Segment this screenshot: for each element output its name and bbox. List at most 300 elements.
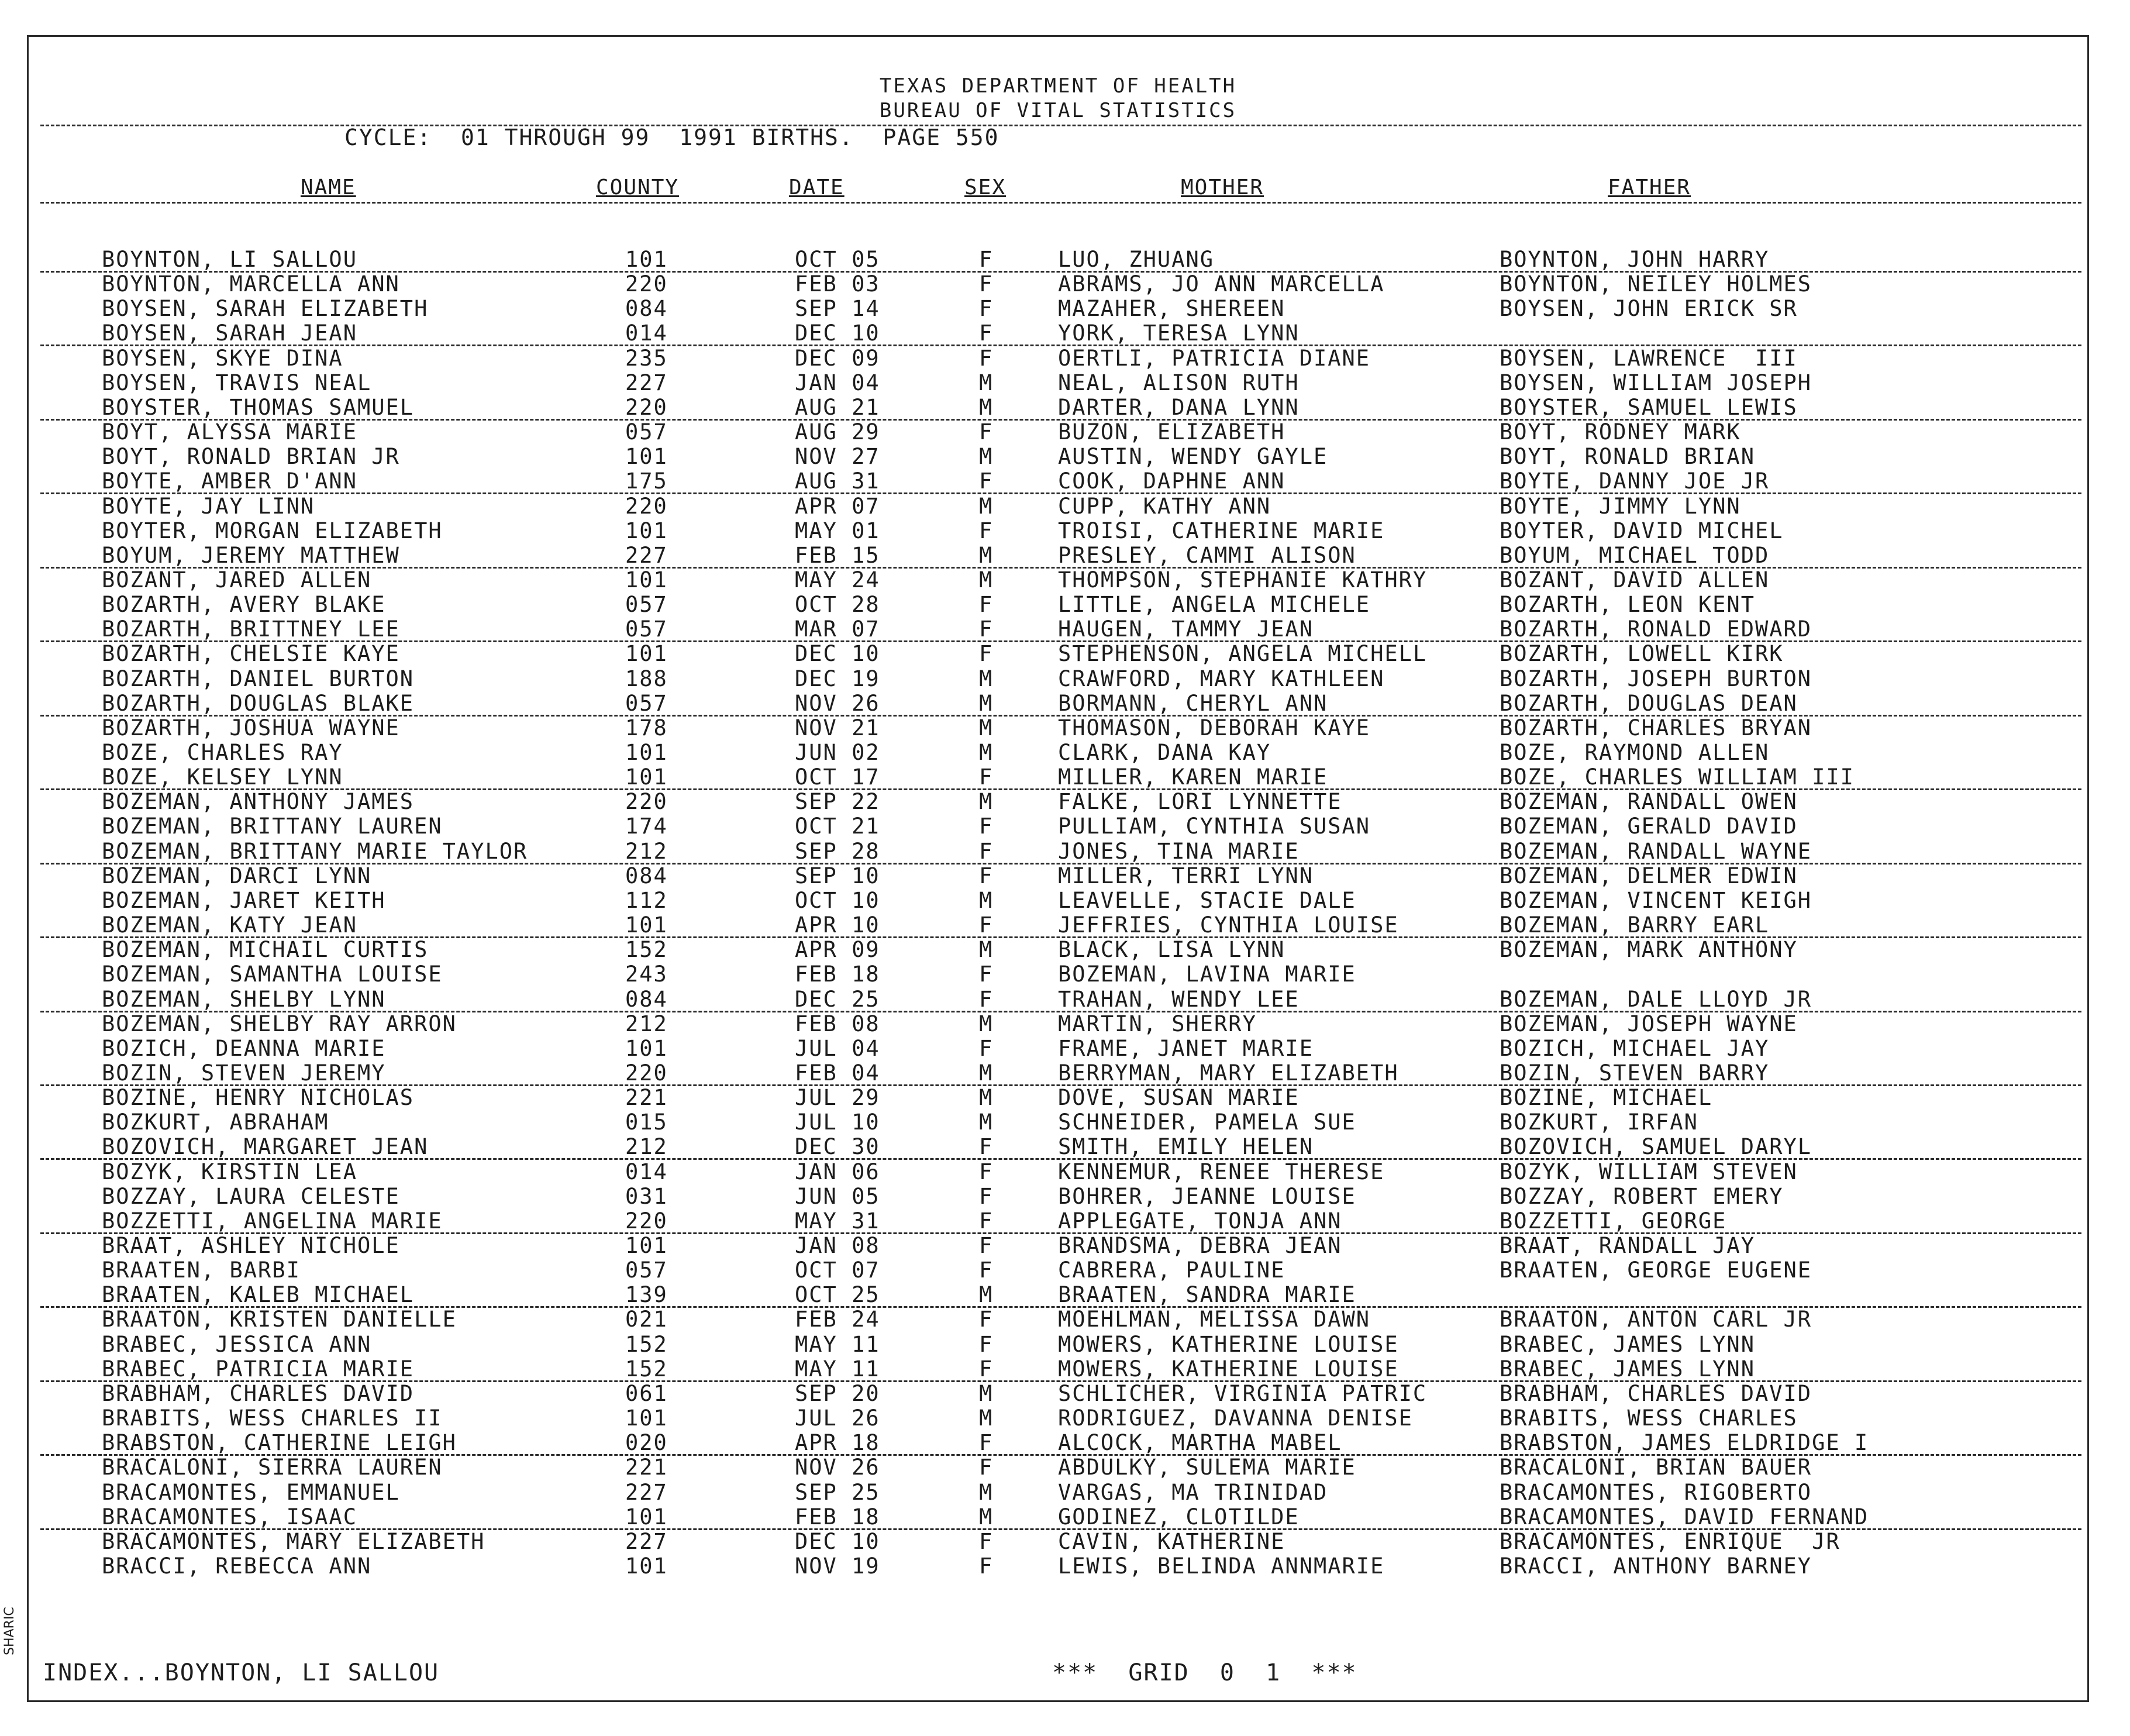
cell-county: 227: [625, 1528, 668, 1554]
cell-name: BRAATON, KRISTEN DANIELLE: [102, 1307, 457, 1332]
cell-mother: RODRIGUEZ, DAVANNA DENISE: [1058, 1406, 1413, 1431]
cell-date: APR 09: [795, 937, 880, 963]
cell-county: 227: [625, 1479, 668, 1505]
cell-county: 220: [625, 1208, 668, 1234]
cell-mother: ALCOCK, MARTHA MABEL: [1058, 1430, 1342, 1456]
cell-date: NOV 21: [795, 715, 880, 740]
cell-county: 061: [625, 1380, 668, 1406]
cell-name: BOZZAY, LAURA CELESTE: [102, 1183, 400, 1209]
cell-date: OCT 05: [795, 247, 880, 272]
cell-father: BOZARTH, JOSEPH BURTON: [1500, 666, 1812, 691]
table-row: [29, 1455, 2087, 1480]
cell-father: BRABEC, JAMES LYNN: [1500, 1356, 1755, 1382]
cell-name: BOZEMAN, SHELBY LYNN: [102, 986, 386, 1012]
table-row: [29, 913, 2087, 938]
cell-date: FEB 08: [795, 1011, 880, 1036]
cell-mother: AUSTIN, WENDY GAYLE: [1058, 444, 1328, 470]
cell-county: 101: [625, 1504, 668, 1530]
cell-mother: CAVIN, KATHERINE: [1058, 1528, 1285, 1554]
cell-father: BOZKURT, IRFAN: [1500, 1110, 1698, 1135]
cell-sex: F: [979, 962, 994, 987]
cell-mother: MOEHLMAN, MELISSA DAWN: [1058, 1307, 1371, 1332]
cell-county: 014: [625, 1159, 668, 1184]
cell-date: JAN 04: [795, 370, 880, 395]
cell-date: AUG 29: [795, 419, 880, 445]
cell-date: APR 18: [795, 1430, 880, 1456]
cell-father: BOYT, RODNEY MARK: [1500, 419, 1741, 445]
cell-date: DEC 30: [795, 1134, 880, 1160]
cell-county: 101: [625, 912, 668, 938]
cell-sex: F: [979, 838, 994, 864]
table-row: [29, 1480, 2087, 1505]
cell-name: BOZKURT, ABRAHAM: [102, 1110, 329, 1135]
cell-sex: F: [979, 469, 994, 494]
cell-county: 152: [625, 1331, 668, 1357]
cell-sex: F: [979, 616, 994, 642]
cell-date: DEC 25: [795, 986, 880, 1012]
cell-date: JUL 04: [795, 1035, 880, 1061]
cell-sex: M: [979, 1085, 994, 1111]
cell-date: SEP 14: [795, 296, 880, 322]
cell-mother: LEAVELLE, STACIE DALE: [1058, 887, 1356, 913]
cell-mother: FRAME, JANET MARIE: [1058, 1035, 1314, 1061]
cell-date: JUL 29: [795, 1085, 880, 1111]
cell-name: BRAAT, ASHLEY NICHOLE: [102, 1233, 400, 1258]
cell-date: JUL 10: [795, 1110, 880, 1135]
table-row: [29, 519, 2087, 543]
table-row: [29, 247, 2087, 272]
table-row: [29, 272, 2087, 297]
cell-mother: BOHRER, JEANNE LOUISE: [1058, 1183, 1356, 1209]
cell-county: 152: [625, 1356, 668, 1382]
table-row: [29, 1110, 2087, 1135]
cell-sex: F: [979, 1553, 994, 1579]
cell-sex: M: [979, 1060, 994, 1086]
table-row: [29, 568, 2087, 593]
cell-date: NOV 26: [795, 690, 880, 716]
cell-name: BOYSEN, SARAH ELIZABETH: [102, 296, 429, 322]
cell-sex: F: [979, 321, 994, 346]
cell-father: BOYTE, JIMMY LYNN: [1500, 493, 1741, 519]
cell-date: OCT 21: [795, 814, 880, 839]
cell-mother: ABRAMS, JO ANN MARCELLA: [1058, 271, 1385, 297]
cell-county: 227: [625, 542, 668, 568]
cell-county: 084: [625, 986, 668, 1012]
cell-father: BOZARTH, RONALD EDWARD: [1500, 616, 1812, 642]
cell-sex: M: [979, 740, 994, 765]
table-row: [29, 445, 2087, 469]
cell-sex: M: [979, 394, 994, 420]
cell-name: BOZARTH, JOSHUA WAYNE: [102, 715, 400, 740]
table-row: [29, 297, 2087, 321]
cell-father: BRACAMONTES, ENRIQUE JR: [1500, 1528, 1841, 1554]
cell-date: NOV 19: [795, 1553, 880, 1579]
cell-county: 057: [625, 419, 668, 445]
cell-date: FEB 03: [795, 271, 880, 297]
cell-sex: F: [979, 986, 994, 1012]
cell-date: DEC 09: [795, 345, 880, 371]
cell-county: 220: [625, 1060, 668, 1086]
cell-name: BOZYK, KIRSTIN LEA: [102, 1159, 357, 1184]
cell-county: 101: [625, 1035, 668, 1061]
table-row: [29, 1431, 2087, 1455]
cell-county: 221: [625, 1085, 668, 1111]
cell-sex: F: [979, 764, 994, 790]
cell-sex: M: [979, 444, 994, 470]
cell-county: 021: [625, 1307, 668, 1332]
document-frame: [27, 35, 2089, 1702]
cell-mother: PRESLEY, CAMMI ALISON: [1058, 542, 1356, 568]
cell-name: BOZEMAN, SAMANTHA LOUISE: [102, 962, 443, 987]
cell-name: BRACAMONTES, EMMANUEL: [102, 1479, 400, 1505]
cell-father: BOYNTON, NEILEY HOLMES: [1500, 271, 1812, 297]
cell-mother: MOWERS, KATHERINE LOUISE: [1058, 1331, 1399, 1357]
cell-date: OCT 10: [795, 887, 880, 913]
cell-name: BOYTER, MORGAN ELIZABETH: [102, 518, 443, 543]
cell-name: BOZINE, HENRY NICHOLAS: [102, 1085, 415, 1111]
table-row: [29, 371, 2087, 395]
cell-mother: SCHLICHER, VIRGINIA PATRIC: [1058, 1380, 1428, 1406]
table-row: [29, 469, 2087, 494]
table-row: [29, 1061, 2087, 1086]
cell-father: BRABEC, JAMES LYNN: [1500, 1331, 1755, 1357]
cell-name: BOZE, CHARLES RAY: [102, 740, 343, 765]
cell-father: BOYTE, DANNY JOE JR: [1500, 469, 1770, 494]
cell-sex: F: [979, 345, 994, 371]
cell-sex: F: [979, 1455, 994, 1480]
cell-father: BOZINE, MICHAEL: [1500, 1085, 1713, 1111]
cell-county: 101: [625, 1553, 668, 1579]
cell-father: BOZEMAN, RANDALL OWEN: [1500, 789, 1798, 815]
cell-sex: M: [979, 1406, 994, 1431]
cell-sex: F: [979, 814, 994, 839]
cell-name: BRABHAM, CHARLES DAVID: [102, 1380, 415, 1406]
column-header-sex: SEX: [964, 175, 1007, 199]
cell-county: 014: [625, 321, 668, 346]
cell-mother: COOK, DAPHNE ANN: [1058, 469, 1285, 494]
cell-father: BOZIN, STEVEN BARRY: [1500, 1060, 1770, 1086]
cell-county: 212: [625, 838, 668, 864]
cell-sex: F: [979, 641, 994, 667]
cell-father: BRACALONI, BRIAN BAUER: [1500, 1455, 1812, 1480]
cell-county: 057: [625, 592, 668, 618]
cell-name: BOYUM, JEREMY MATTHEW: [102, 542, 400, 568]
table-row: [29, 1209, 2087, 1234]
table-row: [29, 1332, 2087, 1357]
cell-father: BOZEMAN, DALE LLOYD JR: [1500, 986, 1812, 1012]
cell-date: FEB 15: [795, 542, 880, 568]
table-row: [29, 1307, 2087, 1332]
cell-date: JUN 05: [795, 1183, 880, 1209]
cell-mother: CUPP, KATHY ANN: [1058, 493, 1271, 519]
table-row: [29, 494, 2087, 519]
table-row: [29, 1505, 2087, 1530]
cell-father: BOZARTH, LOWELL KIRK: [1500, 641, 1784, 667]
cell-name: BOZEMAN, KATY JEAN: [102, 912, 357, 938]
cell-father: BOZYK, WILLIAM STEVEN: [1500, 1159, 1798, 1184]
cell-sex: M: [979, 1479, 994, 1505]
cell-father: BOZE, CHARLES WILLIAM III: [1500, 764, 1855, 790]
cell-county: 101: [625, 247, 668, 272]
cell-mother: MARTIN, SHERRY: [1058, 1011, 1257, 1036]
cell-date: JAN 08: [795, 1233, 880, 1258]
cell-date: OCT 07: [795, 1258, 880, 1283]
grid-label: *** GRID 0 1 ***: [1052, 1659, 1357, 1686]
cell-county: 227: [625, 370, 668, 395]
cell-father: BRABITS, WESS CHARLES: [1500, 1406, 1798, 1431]
table-row: [29, 839, 2087, 864]
cell-sex: M: [979, 1282, 994, 1308]
cell-father: BOZZAY, ROBERT EMERY: [1500, 1183, 1784, 1209]
cell-name: BOYSEN, SKYE DINA: [102, 345, 343, 371]
cell-mother: HAUGEN, TAMMY JEAN: [1058, 616, 1314, 642]
cell-name: BRACCI, REBECCA ANN: [102, 1553, 372, 1579]
cell-sex: M: [979, 493, 994, 519]
column-header-mother: MOTHER: [1181, 175, 1264, 199]
cell-county: 057: [625, 616, 668, 642]
cell-mother: LITTLE, ANGELA MICHELE: [1058, 592, 1371, 618]
cell-father: BOZARTH, CHARLES BRYAN: [1500, 715, 1812, 740]
cell-sex: F: [979, 863, 994, 888]
cell-father: BOYT, RONALD BRIAN: [1500, 444, 1755, 470]
cell-date: DEC 10: [795, 321, 880, 346]
cell-mother: SMITH, EMILY HELEN: [1058, 1134, 1314, 1160]
cell-date: JAN 06: [795, 1159, 880, 1184]
cell-sex: M: [979, 715, 994, 740]
table-row: [29, 1406, 2087, 1431]
table-row: [29, 740, 2087, 765]
side-label: SHARIC: [2, 1607, 17, 1655]
cell-name: BRABEC, JESSICA ANN: [102, 1331, 372, 1357]
cell-date: NOV 26: [795, 1455, 880, 1480]
cell-date: OCT 17: [795, 764, 880, 790]
cell-mother: MILLER, KAREN MARIE: [1058, 764, 1328, 790]
table-row: [29, 642, 2087, 666]
table-row: [29, 593, 2087, 617]
table-row: [29, 1086, 2087, 1110]
table-row: [29, 1530, 2087, 1554]
cell-name: BOZARTH, DANIEL BURTON: [102, 666, 415, 691]
cell-father: BOYSTER, SAMUEL LEWIS: [1500, 394, 1798, 420]
column-header-date: DATE: [789, 175, 845, 199]
cell-date: DEC 10: [795, 641, 880, 667]
cell-mother: STEPHENSON, ANGELA MICHELL: [1058, 641, 1428, 667]
cell-date: MAY 24: [795, 567, 880, 593]
cell-name: BOZEMAN, JARET KEITH: [102, 887, 386, 913]
table-row: [29, 790, 2087, 814]
table-row: [29, 962, 2087, 987]
cell-mother: DOVE, SUSAN MARIE: [1058, 1085, 1300, 1111]
cell-sex: M: [979, 1380, 994, 1406]
cell-mother: THOMASON, DEBORAH KAYE: [1058, 715, 1371, 740]
cell-father: BOYUM, MICHAEL TODD: [1500, 542, 1770, 568]
table-row: [29, 1184, 2087, 1209]
cell-county: 188: [625, 666, 668, 691]
table-row: [29, 888, 2087, 913]
cell-name: BOZANT, JARED ALLEN: [102, 567, 372, 593]
cell-mother: YORK, TERESA LYNN: [1058, 321, 1300, 346]
cell-sex: F: [979, 518, 994, 543]
bureau-title: BUREAU OF VITAL STATISTICS: [879, 99, 1237, 122]
table-row: [29, 765, 2087, 790]
table-row: [29, 987, 2087, 1012]
cell-date: AUG 31: [795, 469, 880, 494]
cell-county: 220: [625, 789, 668, 815]
cell-name: BRAATEN, KALEB MICHAEL: [102, 1282, 415, 1308]
cell-father: BRAAT, RANDALL JAY: [1500, 1233, 1755, 1258]
cell-name: BOZEMAN, DARCI LYNN: [102, 863, 372, 888]
cell-mother: JEFFRIES, CYNTHIA LOUISE: [1058, 912, 1399, 938]
cell-father: BOYTER, DAVID MICHEL: [1500, 518, 1784, 543]
table-row: [29, 1357, 2087, 1382]
cell-mother: BRAATEN, SANDRA MARIE: [1058, 1282, 1356, 1308]
cell-father: BOYNTON, JOHN HARRY: [1500, 247, 1770, 272]
cell-sex: M: [979, 1504, 994, 1530]
cell-name: BOZOVICH, MARGARET JEAN: [102, 1134, 429, 1160]
cell-father: BOZEMAN, BARRY EARL: [1500, 912, 1770, 938]
cell-father: BOZE, RAYMOND ALLEN: [1500, 740, 1770, 765]
table-row: [29, 395, 2087, 420]
cell-name: BOZEMAN, SHELBY RAY ARRON: [102, 1011, 457, 1036]
cell-father: BOZOVICH, SAMUEL DARYL: [1500, 1134, 1812, 1160]
cell-date: OCT 25: [795, 1282, 880, 1308]
cell-sex: M: [979, 690, 994, 716]
cell-county: 178: [625, 715, 668, 740]
cell-name: BOZEMAN, BRITTANY MARIE TAYLOR: [102, 838, 528, 864]
cell-county: 101: [625, 567, 668, 593]
cell-sex: M: [979, 887, 994, 913]
cell-father: BRACCI, ANTHONY BARNEY: [1500, 1553, 1812, 1579]
cell-name: BOYNTON, LI SALLOU: [102, 247, 357, 272]
cell-county: 220: [625, 271, 668, 297]
cycle-line: CYCLE: 01 THROUGH 99 1991 BIRTHS. PAGE 550: [344, 125, 999, 150]
cell-mother: JONES, TINA MARIE: [1058, 838, 1300, 864]
cell-date: FEB 24: [795, 1307, 880, 1332]
cell-mother: KENNEMUR, RENEE THERESE: [1058, 1159, 1385, 1184]
agency-title: TEXAS DEPARTMENT OF HEALTH: [879, 74, 1237, 98]
cell-date: FEB 18: [795, 962, 880, 987]
cell-county: 220: [625, 394, 668, 420]
column-header-county: COUNTY: [596, 175, 680, 199]
cell-mother: SCHNEIDER, PAMELA SUE: [1058, 1110, 1356, 1135]
cell-father: BRACAMONTES, RIGOBERTO: [1500, 1479, 1812, 1505]
cell-county: 235: [625, 345, 668, 371]
cell-date: MAY 11: [795, 1356, 880, 1382]
cell-mother: CLARK, DANA KAY: [1058, 740, 1271, 765]
cell-mother: CABRERA, PAULINE: [1058, 1258, 1285, 1283]
cell-name: BRABEC, PATRICIA MARIE: [102, 1356, 415, 1382]
column-header-father: FATHER: [1608, 175, 1691, 199]
cell-county: 101: [625, 740, 668, 765]
cell-name: BOYTE, AMBER D'ANN: [102, 469, 357, 494]
cell-county: 139: [625, 1282, 668, 1308]
cell-mother: MILLER, TERRI LYNN: [1058, 863, 1314, 888]
cell-father: BOZEMAN, MARK ANTHONY: [1500, 937, 1798, 963]
table-row: [29, 617, 2087, 642]
cell-name: BOZARTH, CHELSIE KAYE: [102, 641, 400, 667]
cell-county: 212: [625, 1134, 668, 1160]
cell-county: 057: [625, 690, 668, 716]
cell-county: 084: [625, 863, 668, 888]
cell-county: 101: [625, 1406, 668, 1431]
cell-name: BOZE, KELSEY LYNN: [102, 764, 343, 790]
cell-sex: M: [979, 1011, 994, 1036]
cell-sex: F: [979, 1430, 994, 1456]
table-row: [29, 1160, 2087, 1184]
cell-name: BOYT, RONALD BRIAN JR: [102, 444, 400, 470]
table-row: [29, 1554, 2087, 1579]
table-row: [29, 1283, 2087, 1307]
cell-sex: F: [979, 1134, 994, 1160]
cell-father: BRAATON, ANTON CARL JR: [1500, 1307, 1812, 1332]
cell-sex: F: [979, 1208, 994, 1234]
cell-father: BRAATEN, GEORGE EUGENE: [1500, 1258, 1812, 1283]
cell-name: BRACAMONTES, MARY ELIZABETH: [102, 1528, 485, 1554]
cell-mother: PULLIAM, CYNTHIA SUSAN: [1058, 814, 1371, 839]
cell-mother: ABDULKY, SULEMA MARIE: [1058, 1455, 1356, 1480]
table-row: [29, 1382, 2087, 1406]
cell-name: BOYSEN, TRAVIS NEAL: [102, 370, 372, 395]
cell-mother: BOZEMAN, LAVINA MARIE: [1058, 962, 1356, 987]
cell-county: 220: [625, 493, 668, 519]
cell-county: 221: [625, 1455, 668, 1480]
cell-name: BRABSTON, CATHERINE LEIGH: [102, 1430, 457, 1456]
cell-county: 174: [625, 814, 668, 839]
cell-date: AUG 21: [795, 394, 880, 420]
cell-date: DEC 19: [795, 666, 880, 691]
cell-father: BOZARTH, LEON KENT: [1500, 592, 1755, 618]
cell-father: BOZANT, DAVID ALLEN: [1500, 567, 1770, 593]
cell-sex: F: [979, 592, 994, 618]
cell-name: BRACAMONTES, ISAAC: [102, 1504, 357, 1530]
table-row: [29, 1135, 2087, 1159]
cell-county: 175: [625, 469, 668, 494]
column-header-name: NAME: [301, 175, 356, 199]
cell-sex: F: [979, 1356, 994, 1382]
cell-date: SEP 10: [795, 863, 880, 888]
cell-father: BOYSEN, WILLIAM JOSEPH: [1500, 370, 1812, 395]
cell-date: NOV 27: [795, 444, 880, 470]
cell-father: BOZARTH, DOUGLAS DEAN: [1500, 690, 1798, 716]
cell-sex: F: [979, 1258, 994, 1283]
cell-date: DEC 10: [795, 1528, 880, 1554]
cell-name: BOYTE, JAY LINN: [102, 493, 315, 519]
cell-father: BOYSEN, LAWRENCE III: [1500, 345, 1798, 371]
table-row: [29, 938, 2087, 962]
cell-mother: GODINEZ, CLOTILDE: [1058, 1504, 1300, 1530]
cell-county: 112: [625, 887, 668, 913]
cell-date: MAY 31: [795, 1208, 880, 1234]
cell-name: BOZARTH, DOUGLAS BLAKE: [102, 690, 415, 716]
cell-father: BRABSTON, JAMES ELDRIDGE I: [1500, 1430, 1869, 1456]
cell-sex: M: [979, 567, 994, 593]
cell-sex: M: [979, 1110, 994, 1135]
cell-mother: OERTLI, PATRICIA DIANE: [1058, 345, 1371, 371]
table-row: [29, 814, 2087, 839]
cell-date: OCT 28: [795, 592, 880, 618]
cell-county: 031: [625, 1183, 668, 1209]
cell-date: JUN 02: [795, 740, 880, 765]
cell-date: FEB 18: [795, 1504, 880, 1530]
cell-mother: BUZON, ELIZABETH: [1058, 419, 1285, 445]
cell-date: APR 10: [795, 912, 880, 938]
cell-name: BOYNTON, MARCELLA ANN: [102, 271, 400, 297]
cell-mother: BORMANN, CHERYL ANN: [1058, 690, 1328, 716]
cell-name: BOZARTH, AVERY BLAKE: [102, 592, 386, 618]
cell-mother: CRAWFORD, MARY KATHLEEN: [1058, 666, 1385, 691]
cell-father: BOZEMAN, DELMER EDWIN: [1500, 863, 1798, 888]
cell-father: BOZEMAN, VINCENT KEIGH: [1500, 887, 1812, 913]
